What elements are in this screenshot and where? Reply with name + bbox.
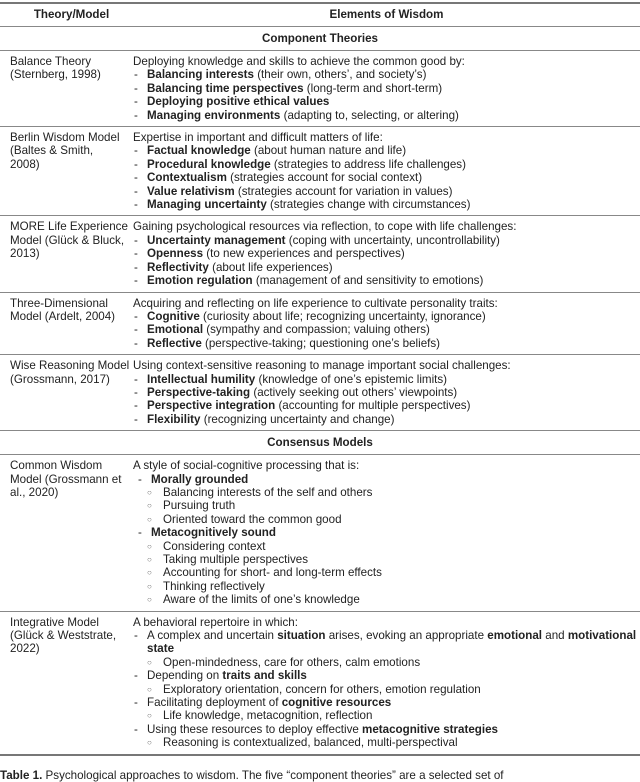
list-item: - Flexibility (recognizing uncertainty and change) xyxy=(133,413,640,426)
sub-item: ○ Aware of the limits of one’s knowledge xyxy=(133,593,640,606)
table-row xyxy=(0,611,640,755)
sub-item: ○ Considering context xyxy=(133,540,640,553)
model-intro: A behavioral repertoire in which: xyxy=(133,615,298,629)
list-item: - Emotion regulation (management of and sensitivity to emotions) xyxy=(133,274,640,287)
sub-item: ○ Reasoning is contextualized, balanced, multi-perspectival xyxy=(133,736,640,749)
model-name: Balance Theory (Sternberg, 1998) xyxy=(10,55,101,82)
model-intro: A style of social-cognitive processing that is: xyxy=(133,459,360,473)
list-item: - Perspective-taking (actively seeking out others’ viewpoints) xyxy=(133,386,640,399)
model-name: Three-Dimensional Model (Ardelt, 2004) xyxy=(10,296,116,323)
list-item: - Reflectivity (about life experiences) xyxy=(133,261,640,274)
sub-item: ○ Thinking reflectively xyxy=(133,580,640,593)
list-item: - Openness (to new experiences and perspectives) xyxy=(133,247,640,260)
list-item: - Managing uncertainty (strategies change with circumstances) xyxy=(133,198,640,211)
sub-item: ○ Taking multiple perspectives xyxy=(133,553,640,566)
table-row xyxy=(0,455,640,611)
list-item: - Procedural knowledge (strategies to address life challenges) xyxy=(133,158,640,171)
table-header-row xyxy=(0,3,640,27)
list-item: - Facilitating deployment of cognitive resources xyxy=(133,696,640,709)
model-intro: Acquiring and reflecting on life experience to cultivate personality traits: xyxy=(133,296,498,310)
list-item: - Balancing interests (their own, others’, and society’s) xyxy=(133,68,640,81)
list-item: - Value relativism (strategies account for variation in values) xyxy=(133,185,640,198)
sub-item: ○ Life knowledge, metacognition, reflection xyxy=(133,709,640,722)
list-item: - Reflective (perspective-taking; questioning one’s beliefs) xyxy=(133,337,640,350)
header-theory-model: Theory/Model xyxy=(33,8,110,21)
list-item: - Factual knowledge (about human nature and life) xyxy=(133,144,640,157)
table-caption: Table 1. Psychological approaches to wisdom. The five “component theories” are a selected set of xyxy=(0,769,504,782)
wisdom-table xyxy=(0,2,640,756)
sub-item: ○ Open-mindedness, care for others, calm emotions xyxy=(133,656,640,669)
table-row xyxy=(0,127,640,216)
table-row xyxy=(0,216,640,292)
sub-item: ○ Pursuing truth xyxy=(133,499,640,512)
sub-item: ○ Accounting for short- and long-term effects xyxy=(133,566,640,579)
list-item: - Uncertainty management (coping with uncertainty, uncontrollability) xyxy=(133,234,640,247)
list-item: - Intellectual humility (knowledge of one’s epistemic limits) xyxy=(133,373,640,386)
sub-item: ○ Balancing interests of the self and others xyxy=(133,486,640,499)
model-intro: Expertise in important and difficult matters of life: xyxy=(133,131,383,145)
sub-item: ○ Exploratory orientation, concern for others, emotion regulation xyxy=(133,683,640,696)
list-item: - Using these resources to deploy effective metacognitive strategies xyxy=(133,723,640,736)
table-row xyxy=(0,51,640,127)
list-item: - Emotional (sympathy and compassion; valuing others) xyxy=(133,323,640,336)
table-row xyxy=(0,292,640,355)
header-elements-of-wisdom: Elements of Wisdom xyxy=(329,8,444,21)
list-item: - Managing environments (adapting to, selecting, or altering) xyxy=(133,109,640,122)
list-item: - Balancing time perspectives (long-term and short-term) xyxy=(133,82,640,95)
model-intro: Using context-sensitive reasoning to manage important social challenges: xyxy=(133,359,511,373)
section-component-theories: Component Theories xyxy=(0,27,640,51)
list-item: - Morally grounded xyxy=(133,473,640,486)
model-name: Wise Reasoning Model (Grossmann, 2017) xyxy=(10,359,130,386)
model-intro: Gaining psychological resources via reflection, to cope with life challenges: xyxy=(133,220,517,234)
list-item: - A complex and uncertain situation arises, evoking an appropriate emotional and motivational state xyxy=(133,629,640,656)
model-intro: Deploying knowledge and skills to achieve the common good by: xyxy=(133,55,465,68)
section-consensus-models: Consensus Models xyxy=(0,431,640,455)
model-name: Common Wisdom Model (Grossmann et al., 2020) xyxy=(10,459,122,499)
list-item: - Contextualism (strategies account for social context) xyxy=(133,171,640,184)
list-item: - Deploying positive ethical values xyxy=(133,95,640,108)
model-name: MORE Life Experience Model (Glück & Bluck, 2013) xyxy=(10,220,128,261)
model-name: Integrative Model (Glück & Weststrate, 2022) xyxy=(10,615,117,656)
sub-item: ○ Oriented toward the common good xyxy=(133,513,640,526)
list-item: - Perspective integration (accounting for multiple perspectives) xyxy=(133,399,640,412)
list-item: - Depending on traits and skills xyxy=(133,669,640,682)
list-item: - Metacognitively sound xyxy=(133,526,640,539)
table-row xyxy=(0,355,640,431)
list-item: - Cognitive (curiosity about life; recognizing uncertainty, ignorance) xyxy=(133,310,640,323)
model-name: Berlin Wisdom Model (Baltes & Smith, 2008) xyxy=(10,131,120,171)
